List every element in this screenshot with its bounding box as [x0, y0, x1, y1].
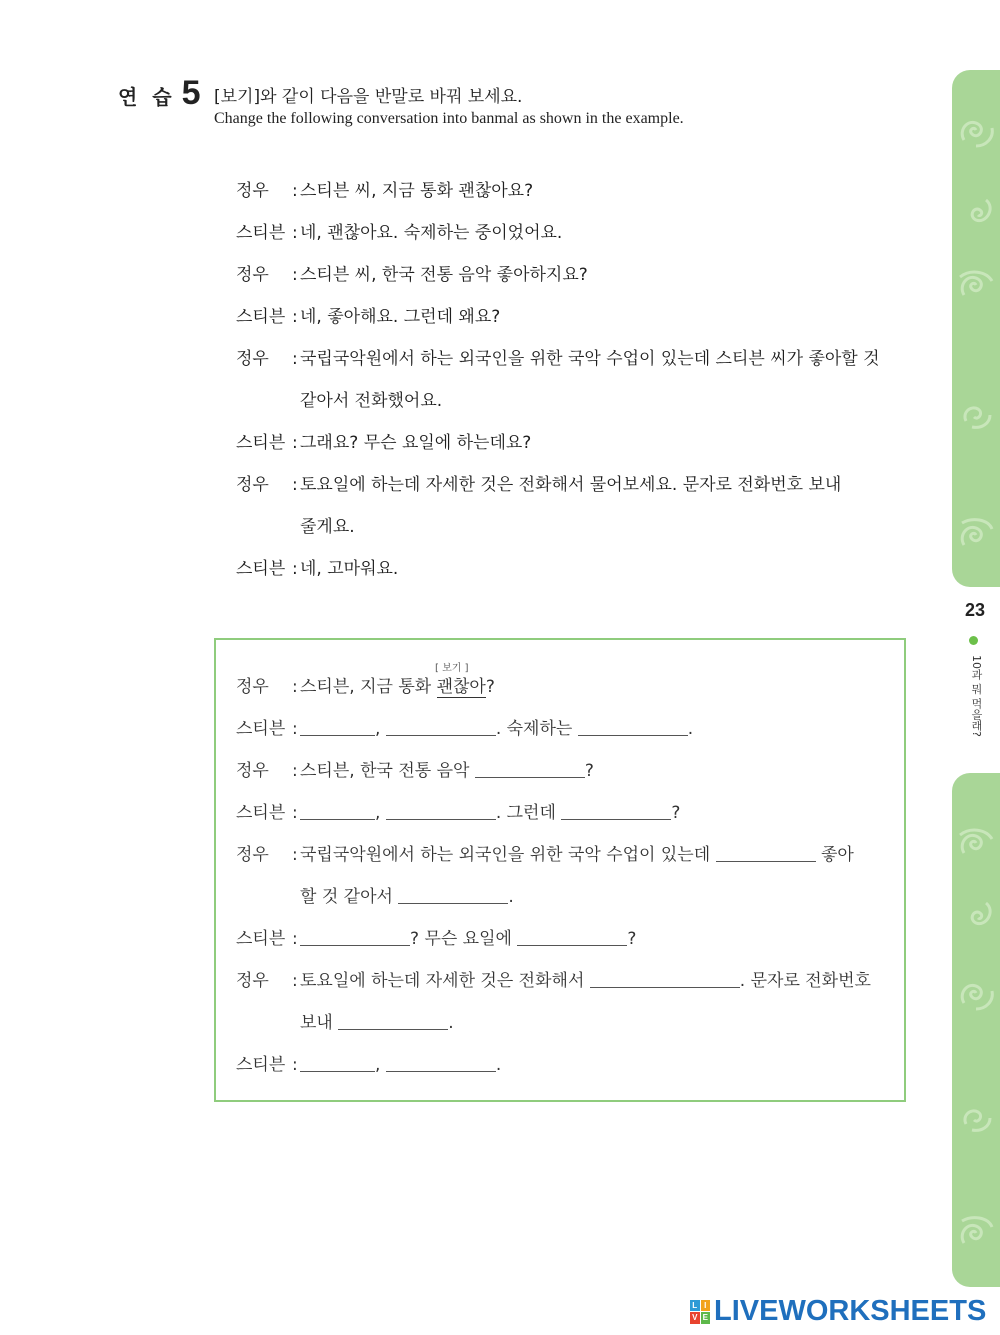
- dialogue-text: 네, 괜찮아요. 숙제하는 중이었어요.: [300, 223, 563, 243]
- example-text: , . 숙제하는 .: [300, 708, 888, 750]
- answer-blank[interactable]: [300, 1054, 375, 1072]
- answer-blank[interactable]: [386, 802, 496, 820]
- exercise-word: 연 습: [118, 85, 176, 109]
- dialogue-line: 정우 : 국립국악원에서 하는 외국인을 위한 국악 수업이 있는데 스티븐 씨가 좋아할 것: [236, 338, 888, 380]
- swirl-icon: [956, 973, 996, 1013]
- answer-blank[interactable]: [398, 886, 508, 904]
- answer-blank[interactable]: [716, 844, 816, 862]
- dialogue-line: 정우 : 스티븐 씨, 한국 전통 음악 좋아하지요?: [236, 254, 888, 296]
- speaker: 스티븐: [236, 719, 286, 739]
- speaker: 정우: [236, 677, 269, 697]
- example-text: 국립국악원에서 하는 외국인을 위한 국악 수업이 있는데 좋아: [300, 845, 854, 865]
- liveworksheets-logo[interactable]: [690, 1295, 986, 1328]
- swirl-icon: [956, 190, 996, 230]
- speaker: 스티븐: [236, 803, 286, 823]
- speaker: 정우: [236, 761, 269, 781]
- dialogue: [236, 170, 888, 590]
- example-text: ? 무슨 요일에 ?: [300, 918, 888, 960]
- dialogue-line: 스티븐 : 네, 괜찮아요. 숙제하는 중이었어요.: [236, 212, 888, 254]
- dialogue-text: 네, 고마워요.: [300, 559, 399, 579]
- example-text: 스티븐, 지금 통화 괜찮아?: [300, 677, 495, 697]
- answer-blank[interactable]: [300, 718, 375, 736]
- dialogue-line: 정우 : 스티븐 씨, 지금 통화 괜찮아요?: [236, 170, 888, 212]
- dialogue-line: 스티븐 : 네, 좋아해요. 그런데 왜요?: [236, 296, 888, 338]
- dialogue-line: 스티븐 : 그래요? 무슨 요일에 하는데요?: [236, 422, 888, 464]
- speaker: 스티븐: [236, 433, 286, 453]
- answer-blank[interactable]: [338, 1012, 448, 1030]
- speaker: 정우: [236, 475, 269, 495]
- answer-blank[interactable]: [578, 718, 688, 736]
- logo-mark-icon: L I V E: [690, 1300, 710, 1324]
- speaker: 스티븐: [236, 307, 286, 327]
- sidebar-decoration-top: [952, 70, 1000, 587]
- example-line: 스티븐 : , . 숙제하는 .: [236, 708, 888, 750]
- example-text: , . 그런데 ?: [300, 792, 888, 834]
- dialogue-continuation: 줄게요.: [300, 517, 355, 537]
- example-line: 정우 : 토요일에 하는데 자세한 것은 전화해서 . 문자로 전화번호: [236, 960, 888, 1002]
- speaker: 정우: [236, 265, 269, 285]
- example-line: 정우 : 스티븐, 한국 전통 음악 ?: [236, 750, 888, 792]
- sidebar-decoration-bottom: [952, 773, 1000, 1287]
- example-line: 스티븐 : ? 무슨 요일에 ?: [236, 918, 888, 960]
- example-line: 정우 : 스티븐, 지금 통화 괜찮아?: [236, 666, 888, 708]
- example-text: , .: [300, 1044, 888, 1086]
- swirl-icon: [956, 395, 996, 435]
- exercise-number: 5: [181, 74, 201, 112]
- example-line: 정우 : 국립국악원에서 하는 외국인을 위한 국악 수업이 있는데 좋아: [236, 834, 888, 876]
- speaker: 정우: [236, 349, 269, 369]
- chapter-title: 10과 뭐 먹을래?: [970, 655, 983, 737]
- answer-blank[interactable]: [517, 928, 627, 946]
- speaker: 스티븐: [236, 223, 286, 243]
- speaker: 스티븐: [236, 929, 286, 949]
- dialogue-line: 정우 : 토요일에 하는데 자세한 것은 전화해서 물어보세요. 문자로 전화번호 보내: [236, 464, 888, 506]
- swirl-icon: [956, 1098, 996, 1138]
- answer-blank[interactable]: [590, 970, 740, 988]
- answer-blank[interactable]: [300, 802, 375, 820]
- swirl-icon: [956, 110, 996, 150]
- swirl-icon: [956, 515, 996, 555]
- speaker: 스티븐: [236, 1055, 286, 1075]
- example-line: 스티븐 : , .: [236, 1044, 888, 1086]
- dialogue-text: 네, 좋아해요. 그런데 왜요?: [300, 307, 501, 327]
- dialogue-text: 국립국악원에서 하는 외국인을 위한 국악 수업이 있는데 스티븐 씨가 좋아할 것: [300, 349, 880, 369]
- swirl-icon: [956, 265, 996, 305]
- swirl-icon: [956, 823, 996, 863]
- dialogue-text: 토요일에 하는데 자세한 것은 전화해서 물어보세요. 문자로 전화번호 보내: [300, 475, 842, 495]
- example-continuation: 보내 .: [300, 1013, 454, 1033]
- example-line: 스티븐 : , . 그런데 ?: [236, 792, 888, 834]
- answer-blank[interactable]: [561, 802, 671, 820]
- speaker: 스티븐: [236, 559, 286, 579]
- page-number: 23: [964, 600, 986, 620]
- example-continuation: 할 것 같아서 .: [300, 887, 514, 907]
- speaker: 정우: [236, 845, 269, 865]
- instruction-english: Change the following conversation into banmal as shown in the example.: [214, 110, 684, 127]
- dialogue-text: 그래요? 무슨 요일에 하는데요?: [300, 433, 532, 453]
- answer-blank[interactable]: [475, 760, 585, 778]
- example-text: 스티븐, 한국 전통 음악 ?: [300, 761, 594, 781]
- dialogue-line: 스티븐 : 네, 고마워요.: [236, 548, 888, 590]
- example-underlined-word: 괜찮아: [436, 677, 486, 697]
- answer-blank[interactable]: [300, 928, 410, 946]
- logo-text: LIVEWORKSHEETS: [714, 1295, 987, 1327]
- swirl-icon: [956, 1213, 996, 1253]
- instruction-korean: [보기]와 같이 다음을 반말로 바꿔 보세요.: [214, 87, 523, 107]
- example-tag: [ 보기 ]: [435, 663, 469, 674]
- speaker: 정우: [236, 971, 269, 991]
- example-text: 토요일에 하는데 자세한 것은 전화해서 . 문자로 전화번호: [300, 971, 871, 991]
- dialogue-text: 스티븐 씨, 지금 통화 괜찮아요?: [300, 181, 534, 201]
- answer-blank[interactable]: [386, 718, 496, 736]
- answer-blank[interactable]: [386, 1054, 496, 1072]
- speaker: 정우: [236, 181, 269, 201]
- chapter-dot: [969, 636, 978, 645]
- dialogue-text: 스티븐 씨, 한국 전통 음악 좋아하지요?: [300, 265, 588, 285]
- exercise-label: [118, 74, 201, 113]
- example-dialogue: [236, 666, 888, 1086]
- swirl-icon: [956, 893, 996, 933]
- dialogue-continuation: 같아서 전화했어요.: [300, 391, 443, 411]
